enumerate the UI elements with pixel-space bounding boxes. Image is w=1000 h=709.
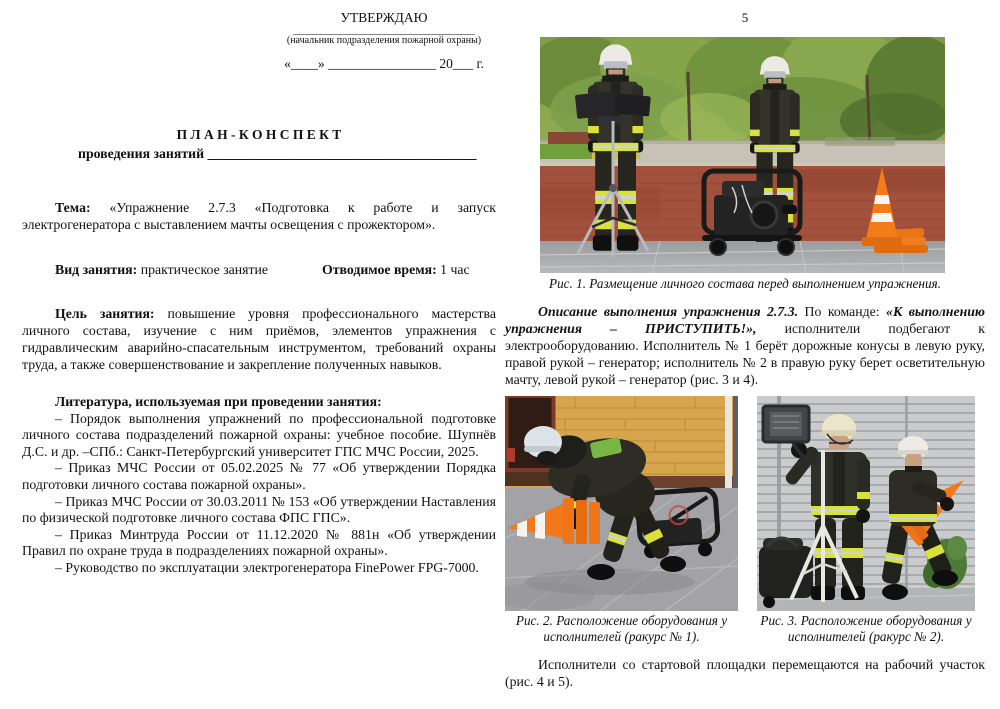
approval-signature-line: _________________________________ xyxy=(293,24,475,36)
session-time xyxy=(322,261,470,278)
document-title: П Л А Н - К О Н С П Е К Т xyxy=(176,127,342,142)
approval-date-line: «____» ________________ 20___ г. xyxy=(284,56,484,71)
tema-paragraph xyxy=(22,199,496,233)
goal-text: повышение уровня профессионального мастерства личного состава, изучение с ним приёмов, элементов упражнения с гидравлическим аварийно-спасательным инструментом, требований охраны труда, а также совершенствование и закрепление полученных навыков. xyxy=(22,306,496,372)
session-type-value: практическое занятие xyxy=(140,262,269,277)
approval-title: УТВЕРЖДАЮ xyxy=(340,10,428,25)
document-subtitle: проведения занятий _______________________________________ xyxy=(78,146,477,161)
description-lead: Описание выполнения упражнения 2.7.3. xyxy=(538,304,799,319)
description-rest: исполнители подбегают к электрооборудованию. Исполнитель № 1 берёт дорожные конусы в левую руку, правой рукой – генератор; исполнитель № 2 в правую руку берет осветительную мачту, левой рукой – генератор (рис. 3 и 4). xyxy=(505,321,985,387)
description-command: «К выполнению упражнения – ПРИСТУПИТЬ!», xyxy=(505,304,985,336)
goal-label: Цель занятия: xyxy=(55,306,155,321)
session-time-value: 1 час xyxy=(440,262,470,277)
session-type-label: Вид занятия: xyxy=(55,262,138,277)
page-number: 5 xyxy=(741,10,749,25)
literature-section xyxy=(22,394,496,577)
right-column xyxy=(505,0,985,709)
session-type-row xyxy=(22,261,496,278)
literature-item: – Приказ МЧС России от 30.03.2011 № 153 «Об утверждении Наставления по физической подготовке личного состава ФПС ГПС». xyxy=(22,493,496,526)
literature-item: – Порядок выполнения упражнений по профессиональной подготовке личного состава подразделений пожарной охраны: учебное пособие. Шупнёв Д.С. и др. –СПб.: Санкт-Петербургский университет ГПС МЧС России, 2025. xyxy=(22,410,496,459)
figure-1-caption: Рис. 1. Размещение личного состава перед выполнением упражнения. xyxy=(549,276,941,291)
literature-heading: Литература, используемая при проведении занятия: xyxy=(55,394,382,409)
description-mid: По команде: xyxy=(804,304,880,319)
figure-1-illustration xyxy=(540,37,945,273)
session-time-label: Отводимое время: xyxy=(322,262,437,277)
figure-3-photo xyxy=(757,396,975,611)
approval-subtitle: (начальник подразделения пожарной охраны) xyxy=(286,35,482,46)
goal-paragraph xyxy=(22,305,496,373)
description-paragraph xyxy=(505,303,985,388)
figure-2-caption: Рис. 2. Расположение оборудования у исполнителей (ракурс № 1). xyxy=(515,613,728,644)
figure-2-illustration xyxy=(505,396,738,611)
tema-text: «Упражнение 2.7.3 «Подготовка к работе и запуск электрогенератора с выставлением мачты освещения с прожектором». xyxy=(22,200,496,232)
figure-2-photo xyxy=(505,396,738,611)
literature-item: – Приказ МЧС России от 05.02.2025 № 77 «Об утверждении Порядка подготовки личного состава пожарной охраны». xyxy=(22,460,496,492)
closing-paragraph: Исполнители со стартовой площадки перемещаются на рабочий участок (рис. 4 и 5). xyxy=(505,657,985,689)
tema-label: Тема: xyxy=(55,200,91,215)
approval-block xyxy=(278,10,490,72)
figure-3-illustration xyxy=(757,396,975,611)
figure-3-caption: Рис. 3. Расположение оборудования у исполнителей (ракурс № 2). xyxy=(760,613,972,644)
left-column xyxy=(22,0,496,709)
title-block xyxy=(22,125,496,163)
literature-item: – Приказ Минтруда России от 11.12.2020 № 881н «Об утверждении Правил по охране труда в подразделениях пожарной охраны». xyxy=(22,526,496,559)
floodlight xyxy=(763,406,809,442)
literature-item: – Руководство по эксплуатации электрогенератора FinePower FPG-7000. xyxy=(55,559,479,575)
figure-1-photo xyxy=(540,37,945,273)
